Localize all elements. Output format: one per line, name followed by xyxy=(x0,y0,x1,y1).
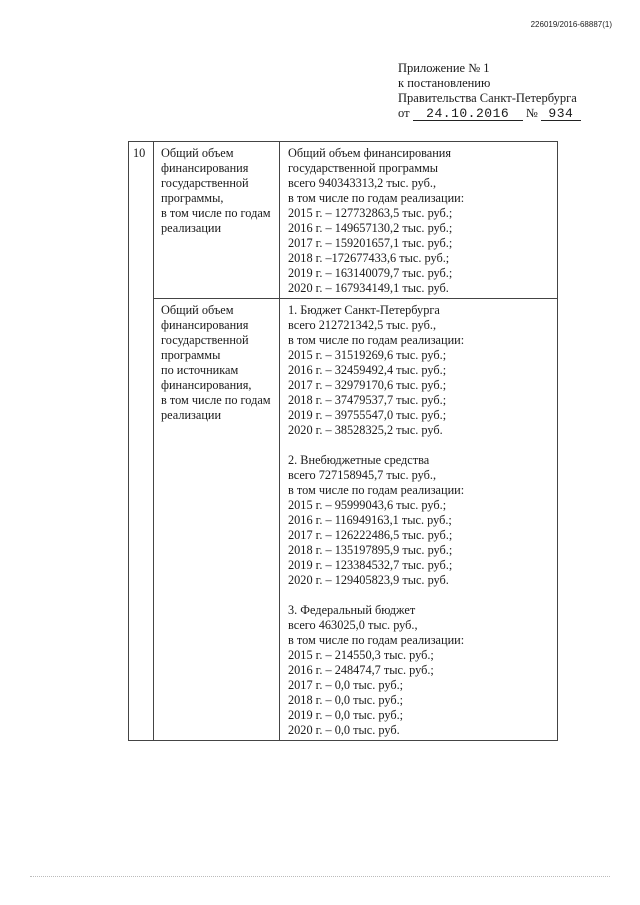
appendix-resolution: к постановлению xyxy=(398,76,491,90)
value-line: 2020 г. – 167934149,1 тыс. руб. xyxy=(288,281,449,295)
extrabudgetary-title: 2. Внебюджетные средства xyxy=(288,453,430,467)
label-line: финансирования, xyxy=(161,378,252,392)
appendix-date-line xyxy=(398,106,581,121)
value-line: 2017 г. – 126222486,5 тыс. руб.; xyxy=(288,528,453,542)
resolution-number: 934 xyxy=(541,107,581,121)
value-line: в том числе по годам реализации: xyxy=(288,633,465,647)
label-line: программы, xyxy=(161,191,224,205)
value-line: 2016 г. – 32459492,4 тыс. руб.; xyxy=(288,363,447,377)
value-line: 2017 г. – 159201657,1 тыс. руб.; xyxy=(288,236,453,250)
label-line: реализации xyxy=(161,221,222,235)
document-id: 226019/2016-68887(1) xyxy=(530,20,612,29)
value-line: 2020 г. – 38528325,2 тыс. руб. xyxy=(288,423,443,437)
value-line: 2016 г. – 248474,7 тыс. руб.; xyxy=(288,663,434,677)
value-line: 2015 г. – 95999043,6 тыс. руб.; xyxy=(288,498,447,512)
label-line: государственной xyxy=(161,176,249,190)
value-line: всего 212721342,5 тыс. руб., xyxy=(288,318,437,332)
value-line: в том числе по годам реализации: xyxy=(288,333,465,347)
value-line: 2018 г. – 0,0 тыс. руб.; xyxy=(288,693,404,707)
value-line: 2015 г. – 214550,3 тыс. руб.; xyxy=(288,648,434,662)
label-line: государственной xyxy=(161,333,249,347)
label-line: реализации xyxy=(161,408,222,422)
scan-artifact-divider xyxy=(30,876,610,877)
label-line: финансирования xyxy=(161,318,249,332)
value-line: 2015 г. – 127732863,5 тыс. руб.; xyxy=(288,206,453,220)
value-line: 2015 г. – 31519269,6 тыс. руб.; xyxy=(288,348,447,362)
value-line: 2020 г. – 0,0 тыс. руб. xyxy=(288,723,400,737)
value-line: всего 727158945,7 тыс. руб., xyxy=(288,468,437,482)
value-line: в том числе по годам реализации: xyxy=(288,191,465,205)
value-line: 2019 г. – 39755547,0 тыс. руб.; xyxy=(288,408,447,422)
block-spacer xyxy=(288,438,553,453)
resolution-date: 24.10.2016 xyxy=(413,107,523,121)
value-line: Общий объем финансирования xyxy=(288,146,452,160)
financing-table xyxy=(128,141,558,741)
sources-financing-value xyxy=(280,299,558,741)
value-line: 2017 г. – 0,0 тыс. руб.; xyxy=(288,678,404,692)
block-spacer xyxy=(288,588,553,603)
value-line: 2018 г. –172677433,6 тыс. руб.; xyxy=(288,251,450,265)
row-number: 10 xyxy=(129,142,154,741)
table-row xyxy=(129,142,558,299)
value-line: 2016 г. – 116949163,1 тыс. руб.; xyxy=(288,513,452,527)
label-line: программы xyxy=(161,348,221,362)
date-prefix: от xyxy=(398,106,410,120)
value-line: 2018 г. – 37479537,7 тыс. руб.; xyxy=(288,393,447,407)
spb-budget-title: 1. Бюджет Санкт-Петербурга xyxy=(288,303,440,317)
appendix-header xyxy=(398,61,581,121)
value-line: государственной программы xyxy=(288,161,439,175)
label-line: в том числе по годам xyxy=(161,393,271,407)
label-line: финансирования xyxy=(161,161,249,175)
value-line: 2019 г. – 163140079,7 тыс. руб.; xyxy=(288,266,453,280)
appendix-government: Правительства Санкт-Петербурга xyxy=(398,91,577,105)
label-line: Общий объем xyxy=(161,146,234,160)
value-line: 2019 г. – 0,0 тыс. руб.; xyxy=(288,708,404,722)
value-line: 2019 г. – 123384532,7 тыс. руб.; xyxy=(288,558,453,572)
total-financing-label xyxy=(154,142,280,299)
value-line: всего 463025,0 тыс. руб., xyxy=(288,618,418,632)
value-line: 2017 г. – 32979170,6 тыс. руб.; xyxy=(288,378,447,392)
value-line: 2018 г. – 135197895,9 тыс. руб.; xyxy=(288,543,453,557)
value-line: 2016 г. – 149657130,2 тыс. руб.; xyxy=(288,221,453,235)
label-line: по источникам xyxy=(161,363,239,377)
federal-budget-title: 3. Федеральный бюджет xyxy=(288,603,416,617)
value-line: всего 940343313,2 тыс. руб., xyxy=(288,176,437,190)
label-line: в том числе по годам xyxy=(161,206,271,220)
number-sign: № xyxy=(525,106,538,120)
total-financing-value xyxy=(280,142,558,299)
value-line: в том числе по годам реализации: xyxy=(288,483,465,497)
sources-financing-label xyxy=(154,299,280,741)
label-line: Общий объем xyxy=(161,303,234,317)
appendix-title: Приложение № 1 xyxy=(398,61,490,75)
table-row xyxy=(129,299,558,741)
value-line: 2020 г. – 129405823,9 тыс. руб. xyxy=(288,573,449,587)
